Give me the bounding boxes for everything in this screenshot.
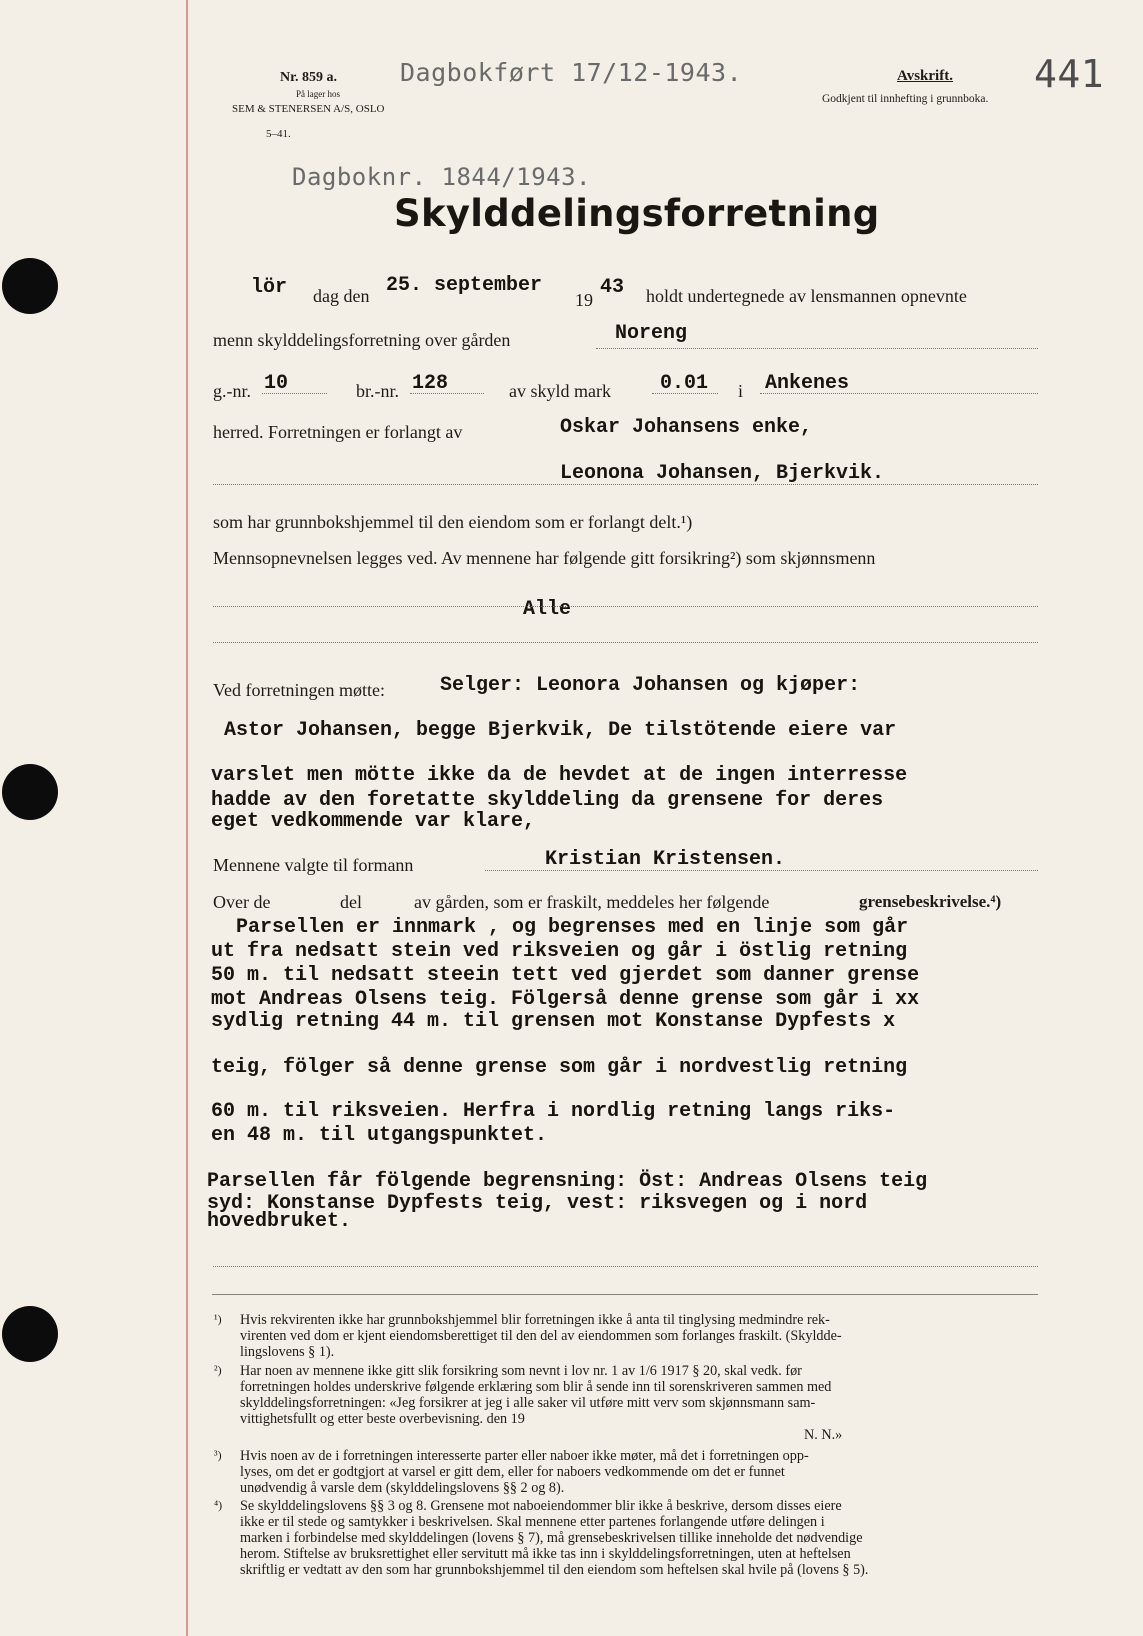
brnr-label: br.-nr. <box>356 381 399 401</box>
brnr-value: 128 <box>412 372 449 395</box>
motte-line-5: eget vedkommende var klare, <box>211 810 536 833</box>
publisher-line-1: På lager hos <box>296 89 340 99</box>
footnote-line: vittighetsfullt og etter beste overbevisning. den 19 <box>240 1411 525 1427</box>
menn-text: menn skylddelingsforretning over gården <box>213 330 511 350</box>
year-suffix: 43 <box>600 276 625 299</box>
requester-line-2: Leonona Johansen, Bjerkvik. <box>560 462 885 485</box>
desc-line: en 48 m. til utgangspunktet. <box>211 1124 548 1147</box>
footnote-line: skriftlig er vedtatt av den som har grunnbokshjemmel til den eiendom som heftelsen skal hvile på (lovens § 5). <box>240 1562 869 1578</box>
formann-value: Kristian Kristensen. <box>545 848 786 871</box>
punch-hole-top <box>2 258 58 314</box>
gnr-label: g.-nr. <box>213 381 251 401</box>
dotted-line <box>213 642 1038 643</box>
skyld-label: av skyld mark <box>509 381 611 401</box>
desc-line: teig, fölger så denne grense som går i nordvestlig retning <box>211 1056 908 1079</box>
footnote-number: ⁴) <box>214 1498 223 1512</box>
over-de-label: Over de <box>213 892 271 912</box>
footnote-number: ³) <box>214 1448 222 1462</box>
desc-line: hovedbruket. <box>207 1210 352 1233</box>
skyld-value: 0.01 <box>660 372 709 395</box>
dotted-line <box>262 393 327 394</box>
herred-text: herred. Forretningen er forlangt av <box>213 422 463 442</box>
footnote-number: ²) <box>214 1363 222 1377</box>
footnote-line: Hvis noen av de i forretningen interesserte parter eller naboer ikke møter, må det i forretningen opp- <box>240 1448 809 1464</box>
dotted-line <box>485 870 1038 871</box>
motte-line-1: Selger: Leonora Johansen og kjøper: <box>440 674 861 697</box>
footnote-line: virenten ved dom er kjent eiendomsberettiget til den del av eiendommen som forlanges fraskilt. (Skyldde- <box>240 1328 842 1344</box>
gnr-value: 10 <box>264 372 289 395</box>
weekday: lör <box>251 276 288 299</box>
mennsopnevnelsen-text: Mennsopnevnelsen legges ved. Av mennene har følgende gitt forsikring²) som skjønnsmenn <box>213 548 876 568</box>
dotted-line <box>213 606 1038 607</box>
margin-rule <box>186 0 188 1636</box>
footnote-line: lingslovens § 1). <box>240 1344 335 1360</box>
footnote-line: skylddelingsforretningen: «Jeg forsikrer at jeg i alle saker vil utføre mitt verv som skjønnsmann sam- <box>240 1395 816 1411</box>
grense-label: grensebeskrivelse.⁴) <box>859 892 1002 911</box>
page-title: Skylddelingsforretning <box>394 192 880 235</box>
publisher-line-2: SEM & STENERSEN A/S, OSLO <box>232 103 385 115</box>
page-number: 441 <box>1034 52 1105 96</box>
desc-line: 60 m. til riksveien. Herfra i nordlig retning langs riks- <box>211 1100 896 1123</box>
desc-line: sydlig retning 44 m. til grensen mot Konstanse Dypfests x <box>211 1010 896 1033</box>
punch-hole-bottom <box>2 1306 58 1362</box>
formann-label: Mennene valgte til formann <box>213 855 414 875</box>
footnote-number: ¹) <box>214 1312 222 1326</box>
punch-hole-middle <box>2 764 58 820</box>
footnote-line: unødvendig å varsle dem (skylddelingslovens §§ 2 og 8). <box>240 1480 565 1496</box>
footnote-line: Har noen av mennene ikke gitt slik forsikring som nevnt i lov nr. 1 av 1/6 1917 § 20, skal vedk. før <box>240 1363 802 1379</box>
desc-line: mot Andreas Olsens teig. Fölgerså denne grense som går i xx <box>211 988 920 1011</box>
year-prefix: 19 <box>575 290 593 310</box>
i-label: i <box>738 381 744 401</box>
dotted-line <box>213 484 1038 485</box>
holdt-text: holdt undertegnede av lensmannen opnevnte <box>646 286 967 306</box>
footnote-line: forretningen holdes underskrive følgende erklæring som blir å sende inn til sorenskriveren sammen med <box>240 1379 832 1395</box>
dotted-line <box>652 393 718 394</box>
dag-den-label: dag den <box>313 286 370 306</box>
del-label: del <box>340 892 362 912</box>
requester-line-1: Oskar Johansens enke, <box>560 416 813 439</box>
desc-line: syd: Konstanse Dypfests teig, vest: riksvegen og i nord <box>207 1192 868 1215</box>
farm-name: Noreng <box>615 322 688 345</box>
footnote-line: Hvis rekvirenten ikke har grunnbokshjemmel blir forretningen ikke å anta til tinglysing medmindre rek- <box>240 1312 830 1328</box>
dotted-line <box>596 348 1038 349</box>
form-number: Nr. 859 a. <box>280 70 338 85</box>
dagbokfort-stamp: Dagbokført 17/12-1943. <box>400 58 743 87</box>
footnote-line: lyses, om det er godtgjort at varsel er gitt dem, eller for naboers vedkommende om det er funnet <box>240 1464 785 1480</box>
motte-line-3: varslet men mötte ikke da de hevdet at de ingen interresse <box>211 764 908 787</box>
footnote-line: marken i forbindelse med skylddelingen (lovens § 7), må grensebeskrivelsen tillike inneholde det nødvendige <box>240 1530 863 1546</box>
avskrift-label: Avskrift. <box>897 68 953 84</box>
dagboknr-stamp: Dagboknr. 1844/1943. <box>292 163 591 191</box>
motte-line-4: hadde av den foretatte skylddeling da grensene for deres <box>211 789 884 812</box>
avskrift-note: Godkjent til innhefting i grunnboka. <box>822 93 989 105</box>
forsikring-value: Alle <box>523 598 572 621</box>
desc-line: ut fra nedsatt stein ved riksveien og går i östlig retning <box>211 940 908 963</box>
dotted-line <box>760 393 1038 394</box>
desc-line: Parsellen får fölgende begrensning: Öst: Andreas Olsens teig <box>207 1170 928 1193</box>
footnote-separator <box>212 1294 1038 1295</box>
motte-label: Ved forretningen møtte: <box>213 680 385 700</box>
hjemmel-text: som har grunnbokshjemmel til den eiendom som er forlangt delt.¹) <box>213 512 693 532</box>
footnote-line: N. N.» <box>804 1427 843 1443</box>
footnote-line: Se skylddelingslovens §§ 3 og 8. Grensene mot naboeiendommer blir ikke å beskrive, dersom disses eiere <box>240 1498 842 1514</box>
date: 25. september <box>386 274 543 297</box>
dotted-line <box>213 1266 1038 1267</box>
footnote-line: ikke er til stede og samtykker i beskrivelsen. Skal mennene etter partenes forlangende utføre delingen i <box>240 1514 825 1530</box>
footnote-line: herom. Stiftelse av bruksrettighet eller servitutt må ikke tas inn i skylddelingsforretningen, uten at heftelsen <box>240 1546 851 1562</box>
desc-line: 50 m. til nedsatt steein tett ved gjerdet som danner grense <box>211 964 920 987</box>
over-rest-text: av gården, som er fraskilt, meddeles her følgende <box>414 892 770 912</box>
municipality: Ankenes <box>765 372 850 395</box>
publisher-line-3: 5–41. <box>266 128 291 140</box>
dotted-line <box>410 393 484 394</box>
motte-line-2: Astor Johansen, begge Bjerkvik, De tilstötende eiere var <box>224 719 897 742</box>
desc-line: Parsellen er innmark , og begrenses med en linje som går <box>236 916 909 939</box>
